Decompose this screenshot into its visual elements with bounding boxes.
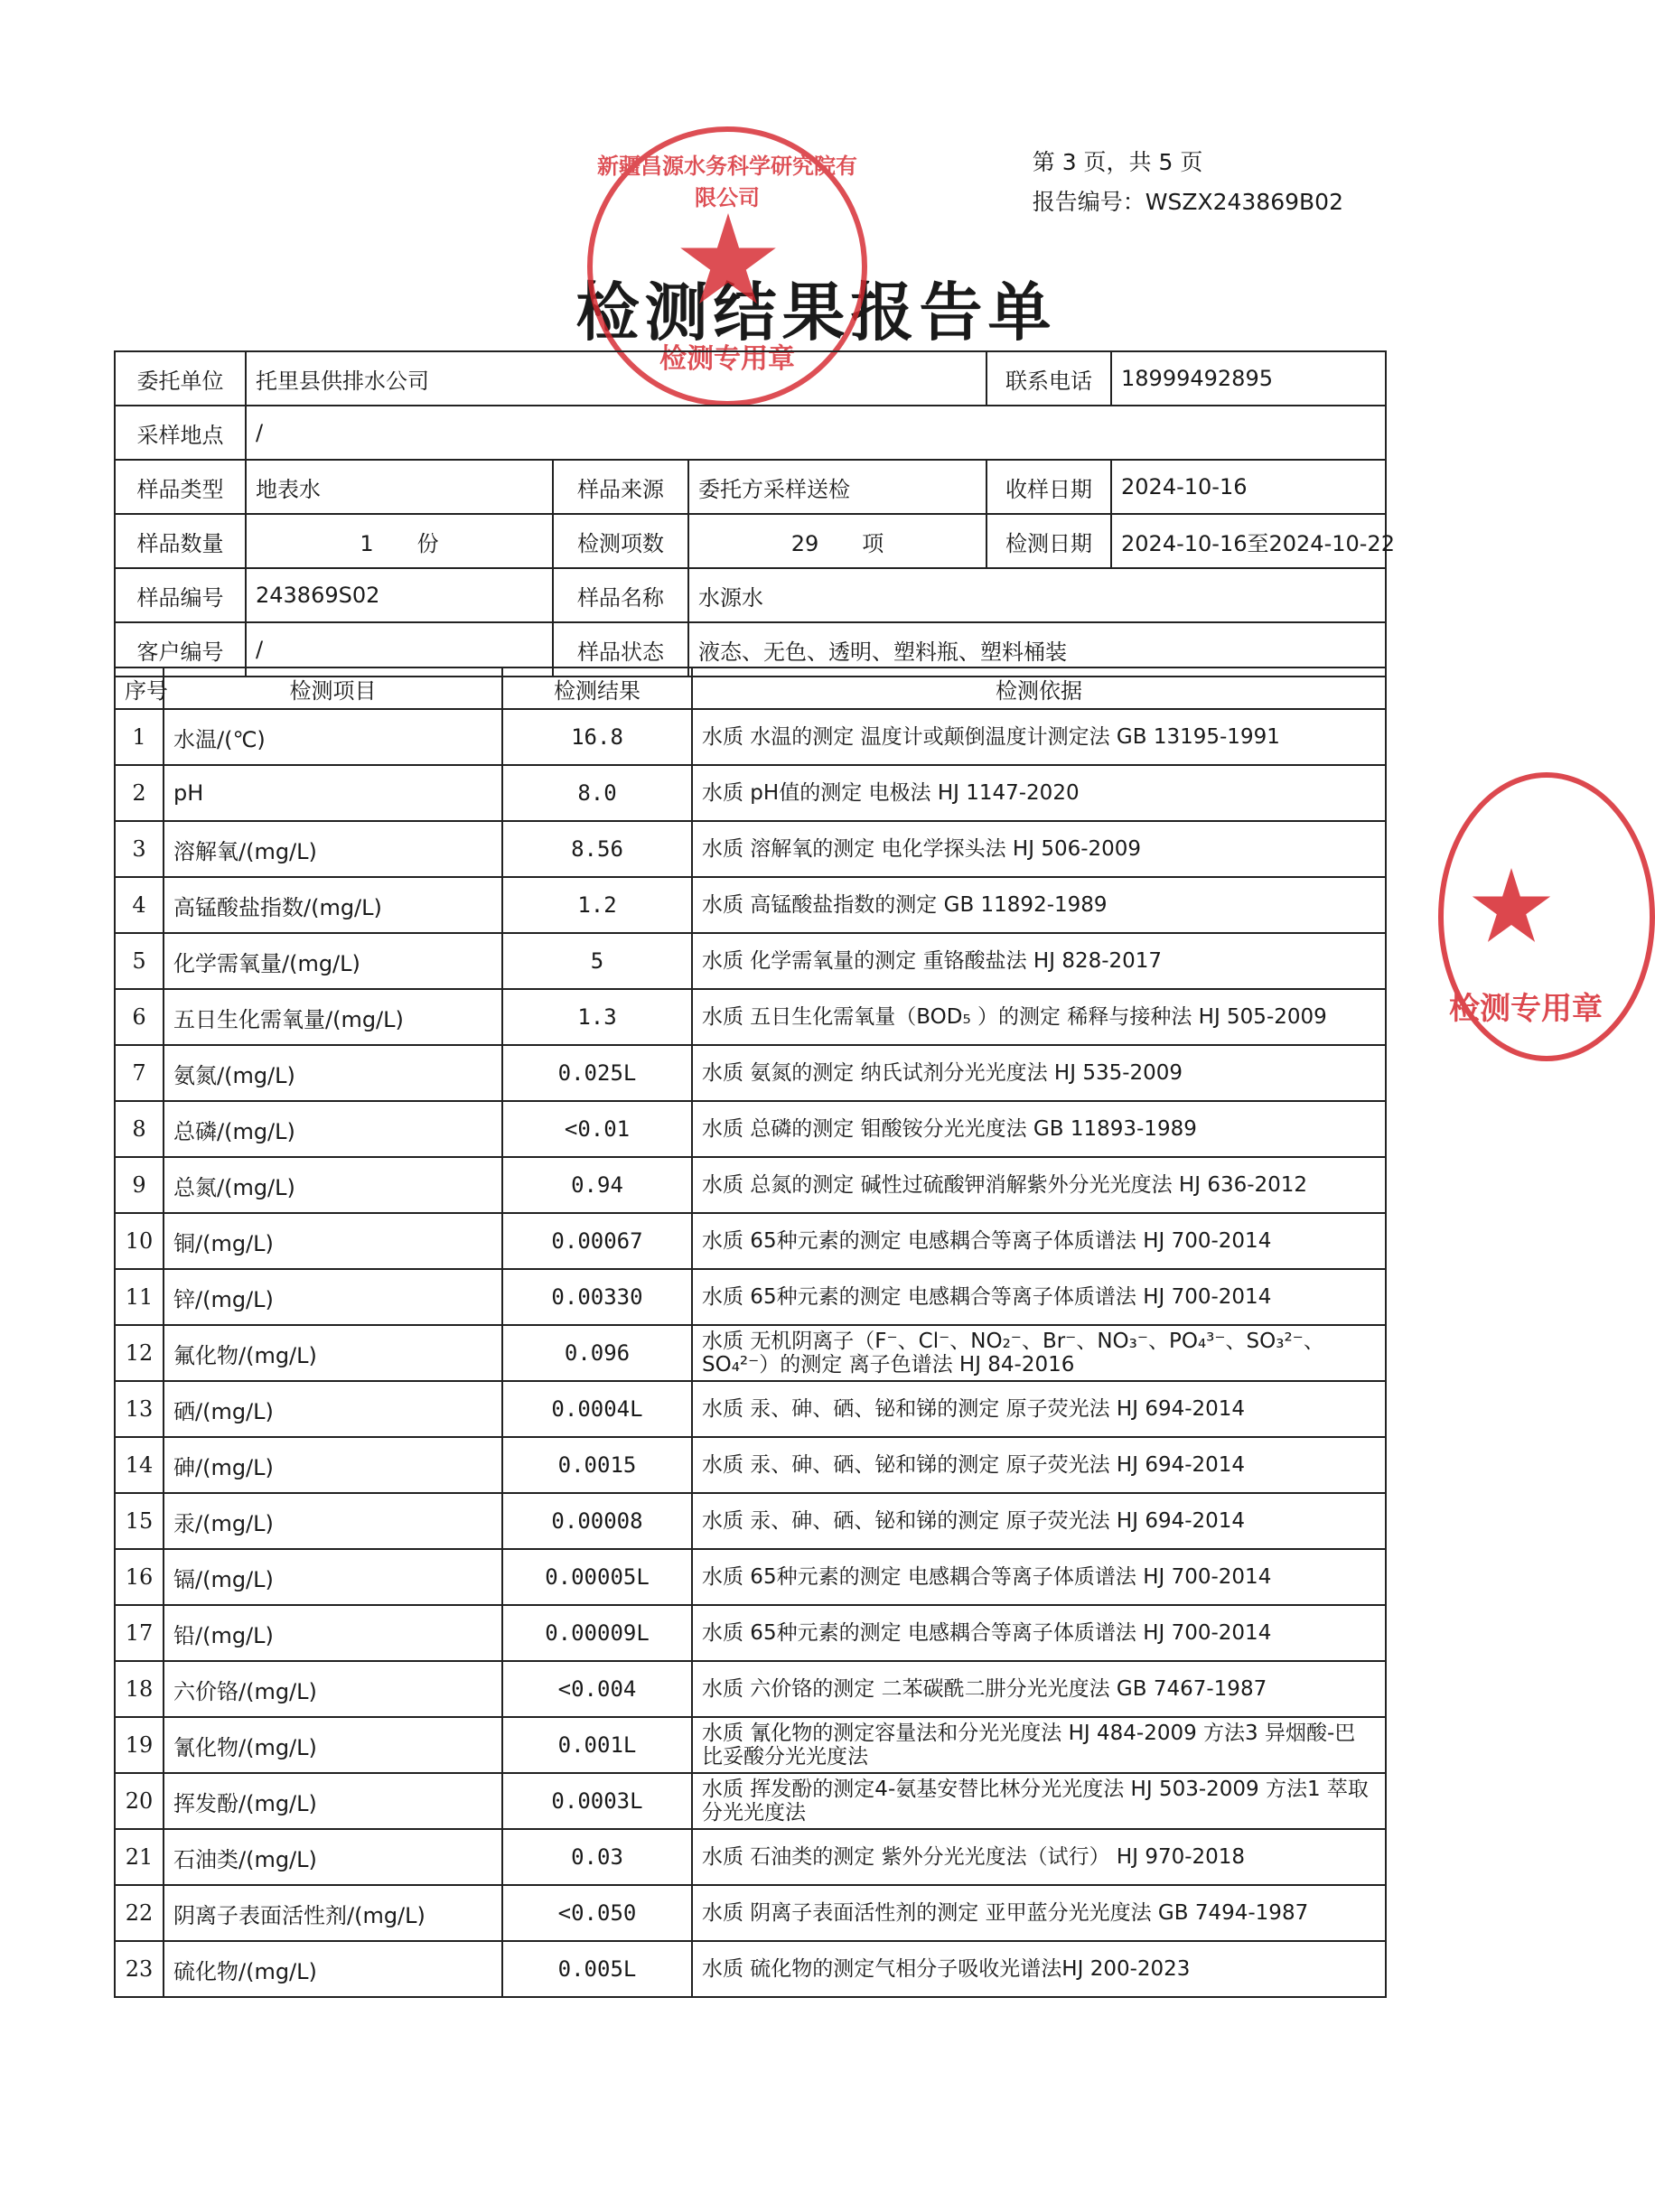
recv-date-value: 2024-10-16 [1111,460,1386,514]
row-number: 10 [115,1213,164,1269]
col-item-header: 检测项目 [164,667,502,709]
row-result: 0.00330 [502,1269,692,1325]
row-result: 0.0003L [502,1773,692,1829]
row-result: 0.005L [502,1941,692,1997]
row-result: 0.0015 [502,1437,692,1493]
row-item: 硒/(mg/L) [164,1381,502,1437]
col-no-header: 序号 [115,667,164,709]
seal-star-icon [678,213,778,313]
table-row [115,1101,1386,1157]
row-basis: 水质 汞、砷、硒、铋和锑的测定 原子荧光法 HJ 694-2014 [692,1493,1386,1549]
row-number: 5 [115,933,164,989]
row-number: 13 [115,1381,164,1437]
row-item: 挥发酚/(mg/L) [164,1773,502,1829]
row-basis: 水质 硫化物的测定气相分子吸收光谱法HJ 200-2023 [692,1941,1386,1997]
side-seal [1438,772,1655,1061]
row-number: 18 [115,1661,164,1717]
table-row [115,933,1386,989]
row-item: 汞/(mg/L) [164,1493,502,1549]
items-value: 29 项 [688,514,986,568]
phone-label: 联系电话 [986,351,1111,406]
row-item: 硫化物/(mg/L) [164,1941,502,1997]
row-basis: 水质 65种元素的测定 电感耦合等离子体质谱法 HJ 700-2014 [692,1605,1386,1661]
type-value: 地表水 [246,460,553,514]
seal-company-name: 新疆昌源水务科学研究院有限公司 [597,154,857,210]
table-row [115,1941,1386,1997]
sample-name-value: 水源水 [688,568,1386,622]
table-row [115,989,1386,1045]
source-label: 样品来源 [553,460,688,514]
row-item: 化学需氧量/(mg/L) [164,933,502,989]
row-item: 氨氮/(mg/L) [164,1045,502,1101]
row-result: 0.94 [502,1157,692,1213]
row-basis: 水质 pH值的测定 电极法 HJ 1147-2020 [692,765,1386,821]
row-basis: 水质 氨氮的测定 纳氏试剂分光光度法 HJ 535-2009 [692,1045,1386,1101]
row-number: 14 [115,1437,164,1493]
row-result: 0.00005L [502,1549,692,1605]
row-basis: 水质 汞、砷、硒、铋和锑的测定 原子荧光法 HJ 694-2014 [692,1381,1386,1437]
results-header-row [115,667,1386,709]
row-result: <0.050 [502,1885,692,1941]
table-row [115,1157,1386,1213]
items-label: 检测项数 [553,514,688,568]
table-row [115,1269,1386,1325]
table-row [115,1829,1386,1885]
row-result: 0.00009L [502,1605,692,1661]
row-number: 20 [115,1773,164,1829]
row-result: 0.03 [502,1829,692,1885]
table-row [115,1213,1386,1269]
customer-no-label: 客户编号 [115,622,246,677]
row-basis: 水质 高锰酸盐指数的测定 GB 11892-1989 [692,877,1386,933]
table-row [115,1045,1386,1101]
table-row [115,877,1386,933]
results-table [114,667,1387,1998]
row-number: 6 [115,989,164,1045]
row-result: 1.2 [502,877,692,933]
table-row [115,1549,1386,1605]
phone-value: 18999492895 [1111,351,1386,406]
row-result: 0.0004L [502,1381,692,1437]
seal-label: 检测专用章 [659,343,795,375]
row-result: <0.004 [502,1661,692,1717]
row-result: <0.01 [502,1101,692,1157]
row-item: 水温/(℃) [164,709,502,765]
sample-name-label: 样品名称 [553,568,688,622]
table-row [115,1661,1386,1717]
row-number: 16 [115,1549,164,1605]
sample-id-label: 样品编号 [115,568,246,622]
row-result: 0.00067 [502,1213,692,1269]
row-item: 锌/(mg/L) [164,1269,502,1325]
table-row [115,1325,1386,1381]
row-basis: 水质 65种元素的测定 电感耦合等离子体质谱法 HJ 700-2014 [692,1549,1386,1605]
table-row [115,1773,1386,1829]
sample-info-table [114,350,1395,677]
row-item: 铜/(mg/L) [164,1213,502,1269]
recv-date-label: 收样日期 [986,460,1111,514]
client-label: 委托单位 [115,351,246,406]
row-number: 12 [115,1325,164,1381]
row-number: 4 [115,877,164,933]
row-number: 2 [115,765,164,821]
row-basis: 水质 水温的测定 温度计或颠倒温度计测定法 GB 13195-1991 [692,709,1386,765]
table-row [115,765,1386,821]
page-meta [1033,143,1343,222]
test-date-label: 检测日期 [986,514,1111,568]
row-number: 17 [115,1605,164,1661]
table-row [115,709,1386,765]
row-basis: 水质 65种元素的测定 电感耦合等离子体质谱法 HJ 700-2014 [692,1213,1386,1269]
row-item: 总磷/(mg/L) [164,1101,502,1157]
row-result: 0.00008 [502,1493,692,1549]
site-label: 采样地点 [115,406,246,460]
table-row [115,1885,1386,1941]
row-number: 19 [115,1717,164,1773]
row-number: 23 [115,1941,164,1997]
row-item: 石油类/(mg/L) [164,1829,502,1885]
row-number: 15 [115,1493,164,1549]
site-value: / [246,406,1386,460]
row-number: 3 [115,821,164,877]
table-row [115,821,1386,877]
row-number: 21 [115,1829,164,1885]
row-result: 8.0 [502,765,692,821]
col-result-header: 检测结果 [502,667,692,709]
row-number: 8 [115,1101,164,1157]
row-item: 五日生化需氧量/(mg/L) [164,989,502,1045]
row-number: 1 [115,709,164,765]
row-basis: 水质 六价铬的测定 二苯碳酰二肼分光光度法 GB 7467-1987 [692,1661,1386,1717]
row-item: 六价铬/(mg/L) [164,1661,502,1717]
row-result: 5 [502,933,692,989]
row-basis: 水质 65种元素的测定 电感耦合等离子体质谱法 HJ 700-2014 [692,1269,1386,1325]
row-result: 0.001L [502,1717,692,1773]
count-label: 样品数量 [115,514,246,568]
sample-state-value: 液态、无色、透明、塑料瓶、塑料桶装 [688,622,1386,677]
row-number: 7 [115,1045,164,1101]
table-row [115,1437,1386,1493]
row-item: pH [164,765,502,821]
row-basis: 水质 阴离子表面活性剂的测定 亚甲蓝分光光度法 GB 7494-1987 [692,1885,1386,1941]
page-number: 第 3 页，共 5 页 [1032,149,1203,175]
table-row [115,1493,1386,1549]
table-row [115,1717,1386,1773]
count-value: 1 份 [246,514,553,568]
row-basis: 水质 汞、砷、硒、铋和锑的测定 原子荧光法 HJ 694-2014 [692,1437,1386,1493]
row-basis: 水质 总磷的测定 钼酸铵分光光度法 GB 11893-1989 [692,1101,1386,1157]
row-basis: 水质 五日生化需氧量（BOD₅ ）的测定 稀释与接种法 HJ 505-2009 [692,989,1386,1045]
row-basis: 水质 溶解氧的测定 电化学探头法 HJ 506-2009 [692,821,1386,877]
row-item: 铅/(mg/L) [164,1605,502,1661]
client-value: 托里县供排水公司 [246,351,986,406]
row-number: 9 [115,1157,164,1213]
row-result: 1.3 [502,989,692,1045]
row-basis: 水质 化学需氧量的测定 重铬酸盐法 HJ 828-2017 [692,933,1386,989]
row-basis: 水质 挥发酚的测定4-氨基安替比林分光光度法 HJ 503-2009 方法1 萃取分光光度法 [692,1773,1386,1829]
table-row [115,1605,1386,1661]
row-basis: 水质 无机阴离子（F⁻、Cl⁻、NO₂⁻、Br⁻、NO₃⁻、PO₄³⁻、SO₃²⁻、SO₄²⁻）的测定 离子色谱法 HJ 84-2016 [692,1325,1386,1381]
row-result: 8.56 [502,821,692,877]
row-item: 氰化物/(mg/L) [164,1717,502,1773]
sample-state-label: 样品状态 [553,622,688,677]
row-number: 11 [115,1269,164,1325]
row-basis: 水质 氰化物的测定容量法和分光光度法 HJ 484-2009 方法3 异烟酸-巴比妥酸分光光度法 [692,1717,1386,1773]
type-label: 样品类型 [115,460,246,514]
customer-no-value: / [246,622,553,677]
row-item: 总氮/(mg/L) [164,1157,502,1213]
row-number: 22 [115,1885,164,1941]
side-seal-star-icon [1471,868,1552,949]
row-basis: 水质 石油类的测定 紫外分光光度法（试行） HJ 970-2018 [692,1829,1386,1885]
row-item: 氟化物/(mg/L) [164,1325,502,1381]
col-basis-header: 检测依据 [692,667,1386,709]
test-date-value: 2024-10-16至2024-10-22 [1111,514,1386,568]
table-row [115,1381,1386,1437]
row-result: 0.096 [502,1325,692,1381]
row-item: 砷/(mg/L) [164,1437,502,1493]
row-item: 溶解氧/(mg/L) [164,821,502,877]
row-result: 0.025L [502,1045,692,1101]
report-number: 报告编号：WSZX243869B02 [1032,189,1343,215]
source-value: 委托方采样送检 [688,460,986,514]
row-basis: 水质 总氮的测定 碱性过硫酸钾消解紫外分光光度法 HJ 636-2012 [692,1157,1386,1213]
report-title: 检测结果报告单 [575,275,1057,350]
row-item: 阴离子表面活性剂/(mg/L) [164,1885,502,1941]
row-item: 镉/(mg/L) [164,1549,502,1605]
sample-id-value: 243869S02 [246,568,553,622]
row-item: 高锰酸盐指数/(mg/L) [164,877,502,933]
side-seal-label: 检测专用章 [1449,991,1603,1027]
row-result: 16.8 [502,709,692,765]
